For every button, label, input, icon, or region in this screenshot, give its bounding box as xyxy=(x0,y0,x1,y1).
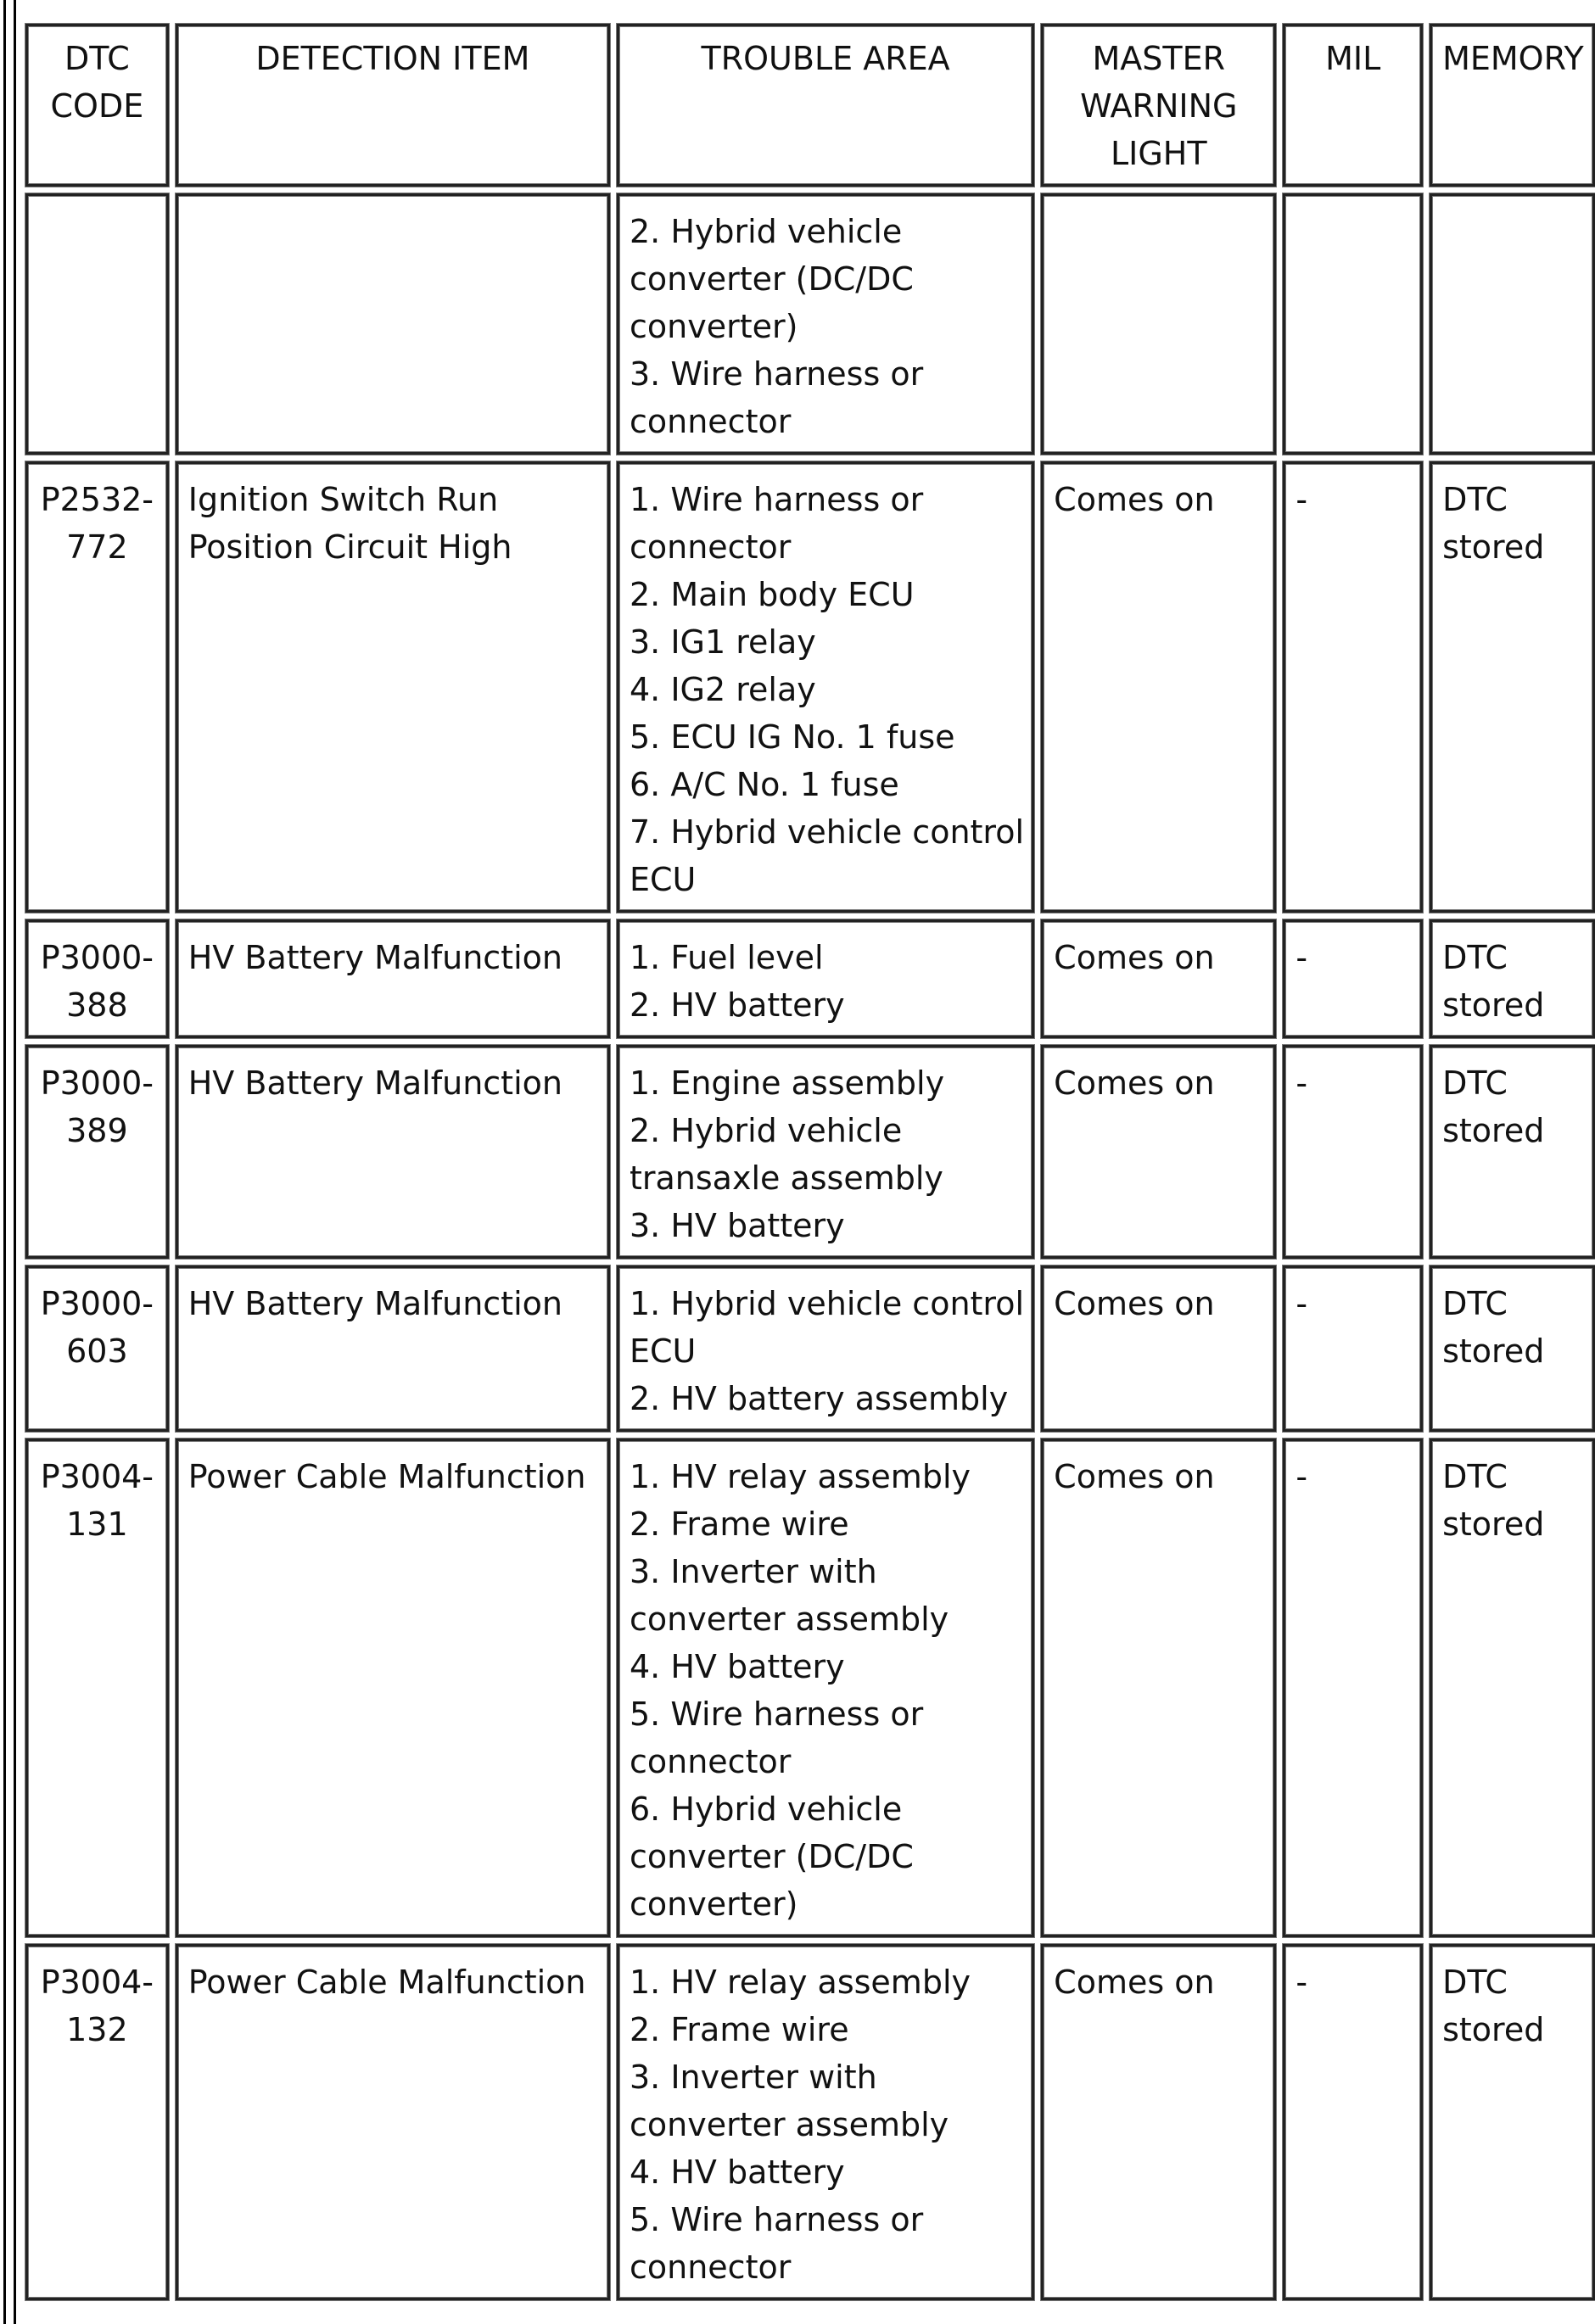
detection-item-cell: Ignition Switch Run Position Circuit High xyxy=(176,461,610,913)
detection-item-cell: HV Battery Malfunction xyxy=(176,1045,610,1259)
table-row xyxy=(25,461,1595,913)
master-warning-cell: Comes on xyxy=(1041,919,1276,1038)
continuation-memory-cell xyxy=(1430,193,1595,455)
memory-cell: DTC stored xyxy=(1430,1265,1595,1432)
table-row xyxy=(25,1045,1595,1259)
dtc-code-cell: P3000- 603 xyxy=(25,1265,169,1432)
header-memory: MEMORY xyxy=(1430,24,1595,187)
master-warning-cell: Comes on xyxy=(1041,1944,1276,2300)
memory-cell: DTC stored xyxy=(1430,461,1595,913)
memory-cell: DTC stored xyxy=(1430,919,1595,1038)
dtc-code-cell: P3004- 132 xyxy=(25,1944,169,2300)
detection-item-cell: HV Battery Malfunction xyxy=(176,919,610,1038)
trouble-area-cell: 1. Wire harness or connector 2. Main body ECU 3. IG1 relay 4. IG2 relay 5. ECU IG No. 1 fuse 6. A/C No. 1 fuse 7. Hybrid vehicle control ECU xyxy=(617,461,1034,913)
header-row xyxy=(25,24,1595,187)
detection-item-cell: HV Battery Malfunction xyxy=(176,1265,610,1432)
master-warning-cell: Comes on xyxy=(1041,1439,1276,1937)
master-warning-cell: Comes on xyxy=(1041,461,1276,913)
trouble-area-cell: 1. HV relay assembly 2. Frame wire 3. Inverter with converter assembly 4. HV battery 5. Wire harness or connector xyxy=(617,1944,1034,2300)
mil-cell: - xyxy=(1283,1439,1423,1937)
trouble-area-cell: 1. HV relay assembly 2. Frame wire 3. Inverter with converter assembly 4. HV battery 5. Wire harness or connector 6. Hybrid vehicle converter (DC/DC converter) xyxy=(617,1439,1034,1937)
master-warning-cell: Comes on xyxy=(1041,1265,1276,1432)
table-row xyxy=(25,1265,1595,1432)
continuation-trouble-cell: 2. Hybrid vehicle converter (DC/DC converter) 3. Wire harness or connector xyxy=(617,193,1034,455)
dtc-code-cell: P3000- 388 xyxy=(25,919,169,1038)
header-master-warning-light: MASTER WARNING LIGHT xyxy=(1041,24,1276,187)
trouble-area-cell: 1. Engine assembly 2. Hybrid vehicle transaxle assembly 3. HV battery xyxy=(617,1045,1034,1259)
master-warning-cell: Comes on xyxy=(1041,1045,1276,1259)
continuation-row xyxy=(25,193,1595,455)
detection-item-cell: Power Cable Malfunction xyxy=(176,1944,610,2300)
mil-cell: - xyxy=(1283,919,1423,1038)
continuation-mil-cell xyxy=(1283,193,1423,455)
mil-cell: - xyxy=(1283,461,1423,913)
memory-cell: DTC stored xyxy=(1430,1045,1595,1259)
mil-cell: - xyxy=(1283,1944,1423,2300)
table-row xyxy=(25,1944,1595,2300)
dtc-code-cell: P3000- 389 xyxy=(25,1045,169,1259)
table-row xyxy=(25,919,1595,1038)
mil-cell: - xyxy=(1283,1265,1423,1432)
memory-cell: DTC stored xyxy=(1430,1944,1595,2300)
dtc-table xyxy=(19,17,1595,2307)
trouble-area-cell: 1. Fuel level 2. HV battery xyxy=(617,919,1034,1038)
continuation-detection-cell xyxy=(176,193,610,455)
dtc-code-cell: P2532- 772 xyxy=(25,461,169,913)
continuation-master-cell xyxy=(1041,193,1276,455)
header-mil: MIL xyxy=(1283,24,1423,187)
header-dtc-code: DTC CODE xyxy=(25,24,169,187)
page-left-rule-inner xyxy=(14,0,16,2324)
detection-item-cell: Power Cable Malfunction xyxy=(176,1439,610,1937)
memory-cell: DTC stored xyxy=(1430,1439,1595,1937)
page-left-rule xyxy=(3,0,6,2324)
mil-cell: - xyxy=(1283,1045,1423,1259)
continuation-code-cell xyxy=(25,193,169,455)
header-detection-item: DETECTION ITEM xyxy=(176,24,610,187)
header-trouble-area: TROUBLE AREA xyxy=(617,24,1034,187)
dtc-code-cell: P3004- 131 xyxy=(25,1439,169,1937)
table-row xyxy=(25,1439,1595,1937)
trouble-area-cell: 1. Hybrid vehicle control ECU 2. HV battery assembly xyxy=(617,1265,1034,1432)
